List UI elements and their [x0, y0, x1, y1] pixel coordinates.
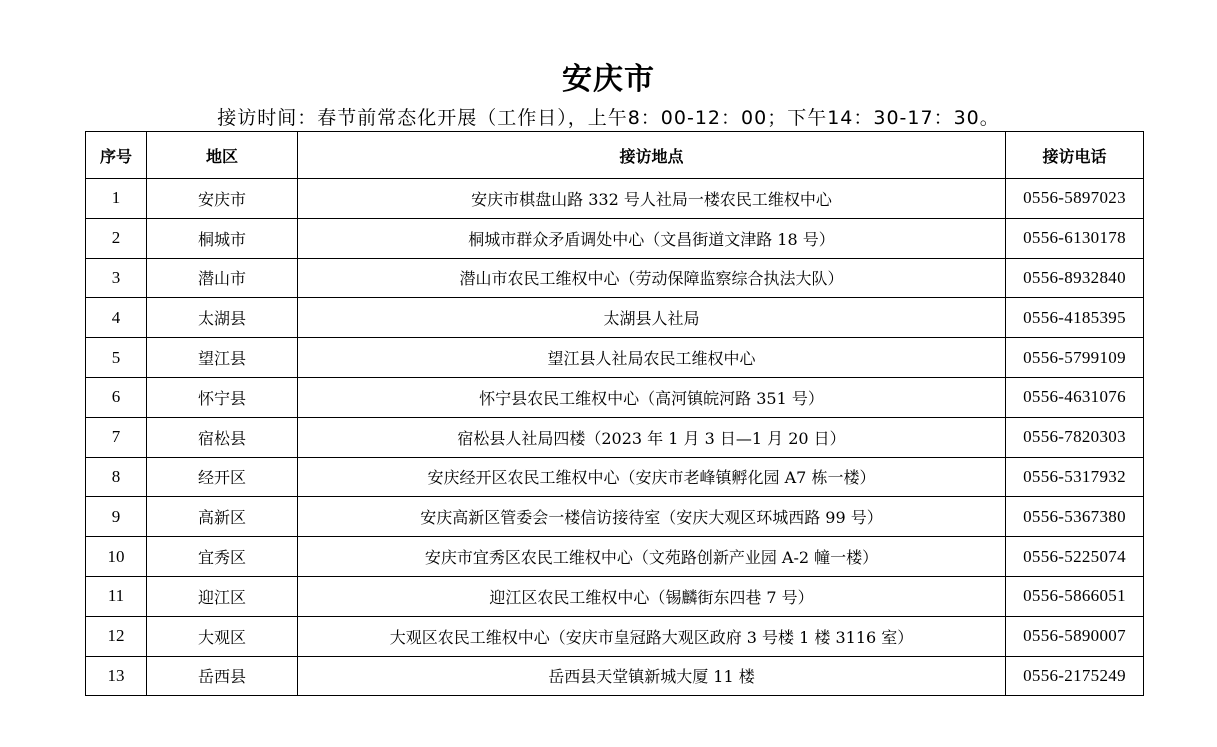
cell-region: 迎江区 [147, 576, 298, 616]
cell-index: 8 [86, 457, 147, 497]
cell-address: 安庆经开区农民工维权中心（安庆市老峰镇孵化园 A7 栋一楼） [298, 457, 1006, 497]
cell-index: 2 [86, 218, 147, 258]
cell-phone: 0556-7820303 [1006, 417, 1144, 457]
cell-index: 12 [86, 616, 147, 656]
cell-region: 桐城市 [147, 218, 298, 258]
table-row [86, 457, 1144, 497]
reception-table [85, 131, 1144, 696]
table-row [86, 537, 1144, 577]
cell-index: 6 [86, 377, 147, 417]
cell-index: 1 [86, 179, 147, 219]
cell-index: 10 [86, 537, 147, 577]
cell-address: 望江县人社局农民工维权中心 [298, 338, 1006, 378]
cell-address: 太湖县人社局 [298, 298, 1006, 338]
table-row [86, 298, 1144, 338]
cell-region: 潜山市 [147, 258, 298, 298]
table-row [86, 417, 1144, 457]
page-title: 安庆市 [562, 62, 655, 97]
cell-address: 迎江区农民工维权中心（锡麟街东四巷 7 号） [298, 576, 1006, 616]
cell-phone: 0556-5897023 [1006, 179, 1144, 219]
header-index: 序号 [86, 132, 147, 179]
header-region: 地区 [147, 132, 298, 179]
table-row [86, 616, 1144, 656]
cell-index: 4 [86, 298, 147, 338]
cell-phone: 0556-8932840 [1006, 258, 1144, 298]
table-row [86, 338, 1144, 378]
cell-region: 太湖县 [147, 298, 298, 338]
table-row [86, 179, 1144, 219]
table-row [86, 377, 1144, 417]
cell-phone: 0556-4631076 [1006, 377, 1144, 417]
cell-address: 安庆市棋盘山路 332 号人社局一楼农民工维权中心 [298, 179, 1006, 219]
table-row [86, 656, 1144, 696]
cell-region: 宜秀区 [147, 537, 298, 577]
reception-hours: 接访时间：春节前常态化开展（工作日），上午8：00-12：00；下午14：30-17：30。 [217, 107, 1000, 129]
cell-index: 9 [86, 497, 147, 537]
table-row [86, 497, 1144, 537]
cell-phone: 0556-5890007 [1006, 616, 1144, 656]
cell-index: 5 [86, 338, 147, 378]
cell-phone: 0556-6130178 [1006, 218, 1144, 258]
cell-phone: 0556-2175249 [1006, 656, 1144, 696]
cell-index: 3 [86, 258, 147, 298]
table-row [86, 218, 1144, 258]
cell-address: 宿松县人社局四楼（2023 年 1 月 3 日—1 月 20 日） [298, 417, 1006, 457]
cell-index: 11 [86, 576, 147, 616]
cell-phone: 0556-5225074 [1006, 537, 1144, 577]
header-address: 接访地点 [298, 132, 1006, 179]
cell-address: 怀宁县农民工维权中心（高河镇皖河路 351 号） [298, 377, 1006, 417]
cell-region: 经开区 [147, 457, 298, 497]
cell-region: 高新区 [147, 497, 298, 537]
cell-phone: 0556-4185395 [1006, 298, 1144, 338]
cell-region: 怀宁县 [147, 377, 298, 417]
cell-index: 13 [86, 656, 147, 696]
cell-address: 大观区农民工维权中心（安庆市皇冠路大观区政府 3 号楼 1 楼 3116 室） [298, 616, 1006, 656]
cell-address: 安庆高新区管委会一楼信访接待室（安庆大观区环城西路 99 号） [298, 497, 1006, 537]
table-row [86, 258, 1144, 298]
cell-address: 潜山市农民工维权中心（劳动保障监察综合执法大队） [298, 258, 1006, 298]
table-row [86, 576, 1144, 616]
cell-region: 宿松县 [147, 417, 298, 457]
cell-address: 岳西县天堂镇新城大厦 11 楼 [298, 656, 1006, 696]
cell-region: 大观区 [147, 616, 298, 656]
cell-region: 安庆市 [147, 179, 298, 219]
header-phone: 接访电话 [1006, 132, 1144, 179]
table-header-row [86, 132, 1144, 179]
cell-region: 岳西县 [147, 656, 298, 696]
cell-address: 安庆市宜秀区农民工维权中心（文苑路创新产业园 A-2 幢一楼） [298, 537, 1006, 577]
cell-index: 7 [86, 417, 147, 457]
cell-region: 望江县 [147, 338, 298, 378]
cell-address: 桐城市群众矛盾调处中心（文昌街道文津路 18 号） [298, 218, 1006, 258]
cell-phone: 0556-5317932 [1006, 457, 1144, 497]
cell-phone: 0556-5799109 [1006, 338, 1144, 378]
cell-phone: 0556-5367380 [1006, 497, 1144, 537]
cell-phone: 0556-5866051 [1006, 576, 1144, 616]
